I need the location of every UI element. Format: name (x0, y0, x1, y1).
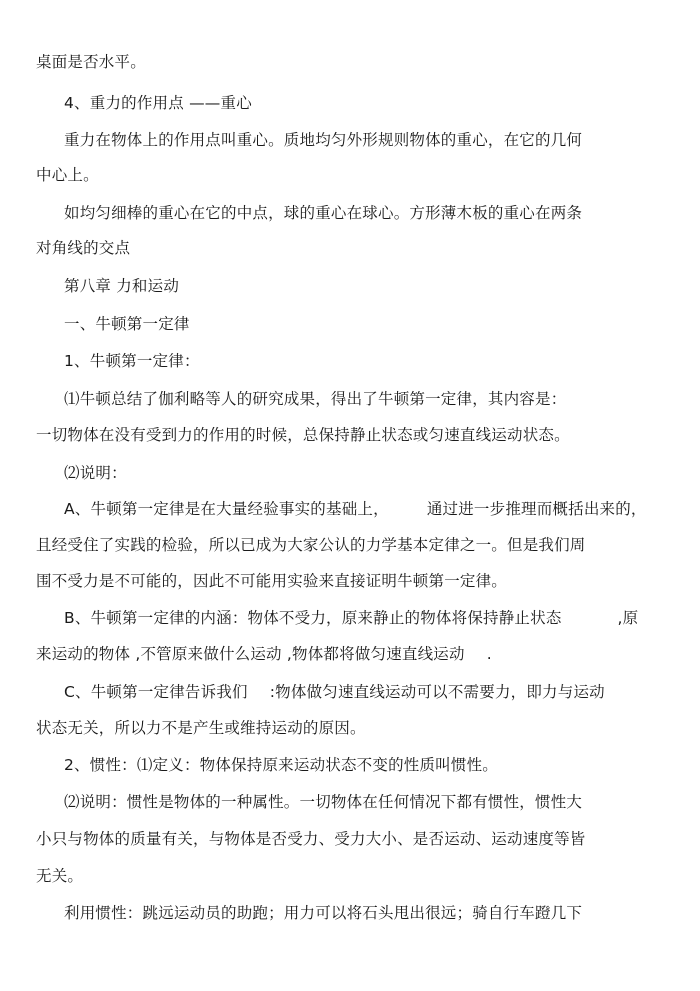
text-line (64, 499, 647, 519)
text-line (64, 682, 605, 702)
subsection-heading: 1、牛顿第一定律： (64, 352, 200, 370)
text-line: ⑴牛顿总结了伽利略等人的研究成果，得出了牛顿第一定律，其内容是： (64, 390, 567, 408)
text-fragment: 来运动的物体 ,不管原来做什么运动 ,物体都将做匀速直线运动 (36, 645, 465, 663)
text-fragment: A、牛顿第一定律是在大量经验事实的基础上， (64, 500, 389, 518)
text-line: ⑵说明：惯性是物体的一种属性。一切物体在任何情况下都有惯性，惯性大 (64, 793, 583, 811)
text-line: 重力在物体上的作用点叫重心。质地均匀外形规则物体的重心，在它的几何 (64, 131, 583, 149)
text-line: ⑵说明： (64, 464, 127, 482)
text-fragment: 通过进一步推理而概括出来的， (426, 500, 647, 518)
text-line: 且经受住了实践的检验，所以已成为大家公认的力学基本定律之一。但是我们周 (36, 536, 586, 554)
text-line: 桌面是否水平。 (36, 53, 146, 71)
text-line: 围不受力是不可能的，因此不可能用实验来直接证明牛顿第一定律。 (36, 572, 508, 590)
text-line: 状态无关，所以力不是产生或维持运动的原因。 (36, 719, 366, 737)
text-fragment: B、牛顿第一定律的内涵：物体不受力，原来静止的物体将保持静止状态 (64, 609, 562, 627)
text-fragment: C、牛顿第一定律告诉我们 (64, 683, 248, 701)
text-line: 对角线的交点 (36, 239, 131, 257)
text-line: 小只与物体的质量有关，与物体是否受力、受力大小、是否运动、运动速度等皆 (36, 830, 586, 848)
chapter-heading: 第八章 力和运动 (64, 277, 180, 295)
section-heading: 一、牛顿第一定律 (64, 315, 190, 333)
text-fragment: :物体做匀速直线运动可以不需要力，即力与运动 (269, 683, 605, 701)
text-line: 一切物体在没有受到力的作用的时候，总保持静止状态或匀速直线运动状态。 (36, 426, 570, 444)
text-line: 无关。 (36, 867, 84, 885)
text-line: 如均匀细棒的重心在它的中点，球的重心在球心。方形薄木板的重心在两条 (64, 204, 583, 222)
subsection-heading: 2、惯性：⑴定义：物体保持原来运动状态不变的性质叫惯性。 (64, 756, 498, 774)
text-fragment: ,原 (617, 609, 639, 627)
text-line (36, 644, 492, 664)
text-line: 利用惯性：跳远运动员的助跑；用力可以将石头甩出很远；骑自行车蹬几下 (64, 904, 583, 922)
text-line (64, 608, 638, 628)
text-line: 中心上。 (36, 166, 99, 184)
text-fragment: . (486, 645, 492, 663)
section-heading: 4、重力的作用点 ——重心 (64, 94, 252, 112)
